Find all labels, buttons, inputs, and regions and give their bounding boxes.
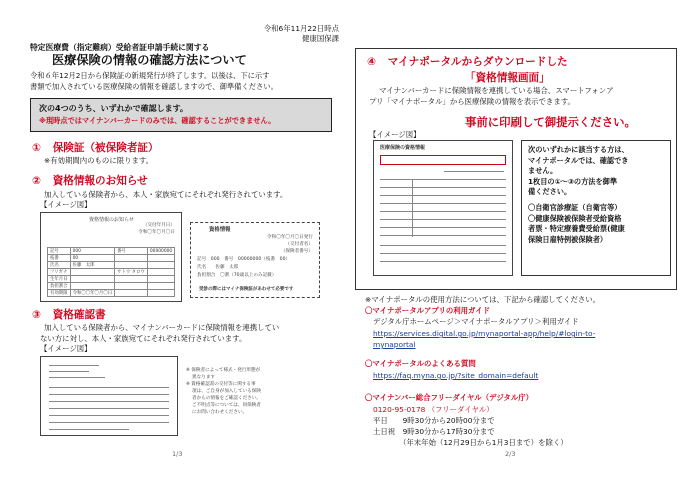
thumb-b-row-3: 負担割合 〇割（70歳以上のみ記載） (197, 273, 277, 278)
section-4-emphasis: 事前に印刷して御提示ください。 (465, 115, 636, 129)
thumb-a-cell (147, 276, 174, 283)
thumb-a-cell (147, 269, 174, 276)
thumb-a-cell (147, 262, 174, 269)
thumb-d-title: 医療保険の資格情報 (380, 145, 426, 151)
thumb-a-table (47, 247, 175, 297)
thumb-a-corner: （交付年月日） (142, 223, 175, 228)
thumb-a-cell (115, 262, 148, 269)
side-note-item-1: 〇自衛官診療証（自衛官等） (528, 202, 622, 212)
thumb-kaku-oshirase (40, 212, 182, 302)
dial-weekend: 土日祝 9時30分から17時30分まで (373, 427, 495, 436)
thumb-shikaku-kakunin (40, 356, 178, 436)
thumb-a-cell: 氏名 (48, 262, 71, 269)
thumb-a-corner-2: 令和〇年〇月〇日 (138, 230, 175, 235)
thumb-b-row-1: 記号 000 番号 00000000（枝番 00） (197, 257, 291, 262)
link-1-url-cont[interactable]: mynaportal (373, 340, 416, 349)
link-1-url[interactable]: https://services.digital.go.jp/mynaportal-app/help/#login-to- (373, 329, 596, 338)
side-note-item-4: 保険日雇特例被保険者） (528, 234, 608, 244)
thumb-b-row-2: 氏名 佐藤 太郎 (197, 265, 239, 270)
section-4-title-2: 「資格情報画面」 (465, 72, 550, 84)
thumb-portal-shikaku (373, 140, 513, 276)
section-2-body: 加入している保険者から、本人・家族宛てにそれぞれ発行されています。 (44, 190, 288, 199)
thumb-a-cell (115, 283, 148, 290)
thumb-b-date: 令和〇年〇月〇日発行 (267, 235, 313, 240)
thumb-shikaku-card (190, 222, 320, 298)
thumb-a-cell: 枝番 (48, 255, 71, 262)
page-number-1: 1/3 (172, 450, 183, 458)
section-3-title: 資格確認書 (52, 309, 106, 321)
link-1-path: デジタル庁ホームページ＞マイナポータルアプリ＞利用ガイド (373, 317, 579, 326)
thumb-a-cell (70, 269, 115, 276)
thumb-a-cell (147, 283, 174, 290)
section-4-title: マイナポータルからダウンロードした (387, 56, 568, 68)
thumb-b-footer: 受診の際にはマイナ保険証があわせて必要です (199, 287, 294, 292)
thumb-a-cell: 負担割合 (48, 283, 71, 290)
section-2-image-label: 【イメージ図】 (40, 200, 92, 209)
section-4-body-2: プリ「マイナポータル」から医療保険の情報を表示できます。 (369, 97, 575, 106)
intro-line-1: 令和６年12月2日から保険証の新規発行が終了します。以後は、下に示す (30, 71, 270, 80)
section-3-image-label: 【イメージ図】 (40, 344, 92, 353)
thumb-a-cell (115, 276, 148, 283)
section-1-heading (32, 140, 159, 155)
thumb-c-note: 者からの情報をご確認ください。 (186, 396, 261, 401)
dial-holiday: （年末年始（12月29日から1月3日まで）を除く） (399, 438, 568, 447)
thumb-a-row (48, 290, 175, 297)
thumb-a-title: 資格情報のお知らせ (89, 217, 134, 223)
section-1-title: 保険証（被保険者証） (52, 142, 159, 154)
thumb-a-cell (70, 283, 115, 290)
thumb-a-cell: 番号 (115, 248, 148, 255)
usage-line: ※マイナポータルの使用方法については、下記から確認してください。 (365, 295, 601, 304)
link-1-title: 〇マイナポータルアプリの利用ガイド (365, 306, 490, 315)
side-note-line-2: マイナポータルでは、確認でき (528, 155, 629, 165)
thumb-c-note: ※ 資格確認書の交付等に関する事 (186, 382, 256, 387)
thumb-b-note2: （保険者番号） (280, 249, 313, 254)
thumb-c-note: 項は、ご自身が加入している保険 (186, 389, 261, 394)
thumb-a-cell: 00000000 (147, 248, 174, 255)
section-3-body-2: ない方に対し、本人・家族宛てにそれぞれ発行されています。 (40, 334, 247, 343)
doc-subtitle: 特定医療費（指定難病）受給者証申請手続に関する (30, 43, 210, 52)
side-note-box (521, 140, 671, 276)
section-4-body-1: マイナンバーカードに保険情報を連携している場合、スマートフォンア (379, 86, 614, 95)
side-note-line-4: 1枚目の①～③の方法を御準 (528, 176, 618, 186)
date-line: 令和6年11月22日時点 (263, 24, 339, 33)
page-2 (345, 0, 690, 488)
thumb-a-cell (147, 255, 174, 262)
org-name: 健康国保課 (302, 34, 339, 43)
side-note-item-3: 者票・特定療養費受給票(健康 (528, 224, 625, 234)
dial-weekday: 平日 9時30分から20時00分まで (373, 416, 495, 425)
section-4-num: ④ (367, 56, 376, 68)
thumb-a-cell: 生年月日 (48, 276, 71, 283)
thumb-b-note1: （交付者名） (285, 242, 313, 247)
notice-line-2: ※現時点ではマイナンバーカードのみでは、確認することができません。 (39, 116, 276, 125)
section-1-body: ※有効期間内のものに限ります。 (44, 156, 154, 165)
dial-title: 〇マイナンバー総合フリーダイヤル（デジタル庁） (365, 393, 533, 402)
thumb-a-row (48, 283, 175, 290)
thumb-a-row (48, 262, 175, 269)
link-2-url[interactable]: https://faq.myna.go.jp/?site_domain=default (373, 371, 539, 380)
thumb-c-note: ※ 保険者によって様式・発行形態が (186, 368, 261, 373)
intro-line-2: 書類で加入されている医療保険の情報を確認しますので、御準備ください。 (30, 82, 278, 91)
thumb-c-note: 異なります (186, 375, 216, 380)
section-4-image-label: 【イメージ図】 (369, 130, 421, 139)
side-note-line-3: ません。 (528, 166, 558, 176)
section-1-num: ① (32, 142, 41, 154)
notice-line-1: 次の4つのうち、いずれかで確認します。 (39, 104, 188, 113)
side-note-line-5: 備ください。 (528, 187, 572, 197)
section-2-num: ② (32, 175, 41, 187)
thumb-b-title: 資格情報 (209, 227, 231, 233)
thumb-a-cell: 記号 (48, 248, 71, 255)
thumb-a-cell (115, 290, 148, 297)
thumb-c-note: にお問い合わせください。 (186, 410, 248, 415)
thumb-a-row (48, 248, 175, 255)
link-2-title: 〇マイナポータルのよくある質問 (365, 359, 476, 368)
thumb-a-cell: 佐藤 太郎 (70, 262, 115, 269)
thumb-a-row (48, 269, 175, 276)
thumb-a-cell (70, 276, 115, 283)
thumb-a-cell: 000 (70, 248, 115, 255)
section-3-body-1: 加入している保険者から、マイナンバーカードに保険情報を連携してい (44, 323, 280, 332)
dial-number: 0120-95-0178 （フリーダイヤル） (373, 405, 494, 414)
thumb-a-cell (115, 255, 148, 262)
thumb-c-note: ご不明点等については、同保険者 (186, 403, 261, 408)
notice-box (30, 98, 332, 132)
side-note-line-1: 次のいずれかに該当する方は、 (528, 145, 629, 154)
thumb-a-cell: 00 (70, 255, 115, 262)
thumb-a-cell: 有効期限 (48, 290, 71, 297)
side-note-item-2: 〇健康保険被保険者受給資格 (528, 213, 622, 223)
thumb-a-cell (147, 290, 174, 297)
section-4-heading (367, 54, 568, 69)
doc-title: 医療保険の情報の確認方法について (52, 53, 247, 67)
thumb-a-cell: フリガナ (48, 269, 71, 276)
section-2-heading (32, 173, 148, 188)
section-2-title: 資格情報のお知らせ (52, 175, 148, 187)
section-3-num: ③ (32, 309, 41, 321)
page-number-2: 2/3 (505, 450, 516, 458)
thumb-a-row (48, 255, 175, 262)
thumb-a-cell: サトウ タロウ (115, 269, 148, 276)
section-3-heading (32, 307, 106, 322)
thumb-a-cell: 令和〇〇年〇月〇日 (70, 290, 115, 297)
thumb-a-row (48, 276, 175, 283)
